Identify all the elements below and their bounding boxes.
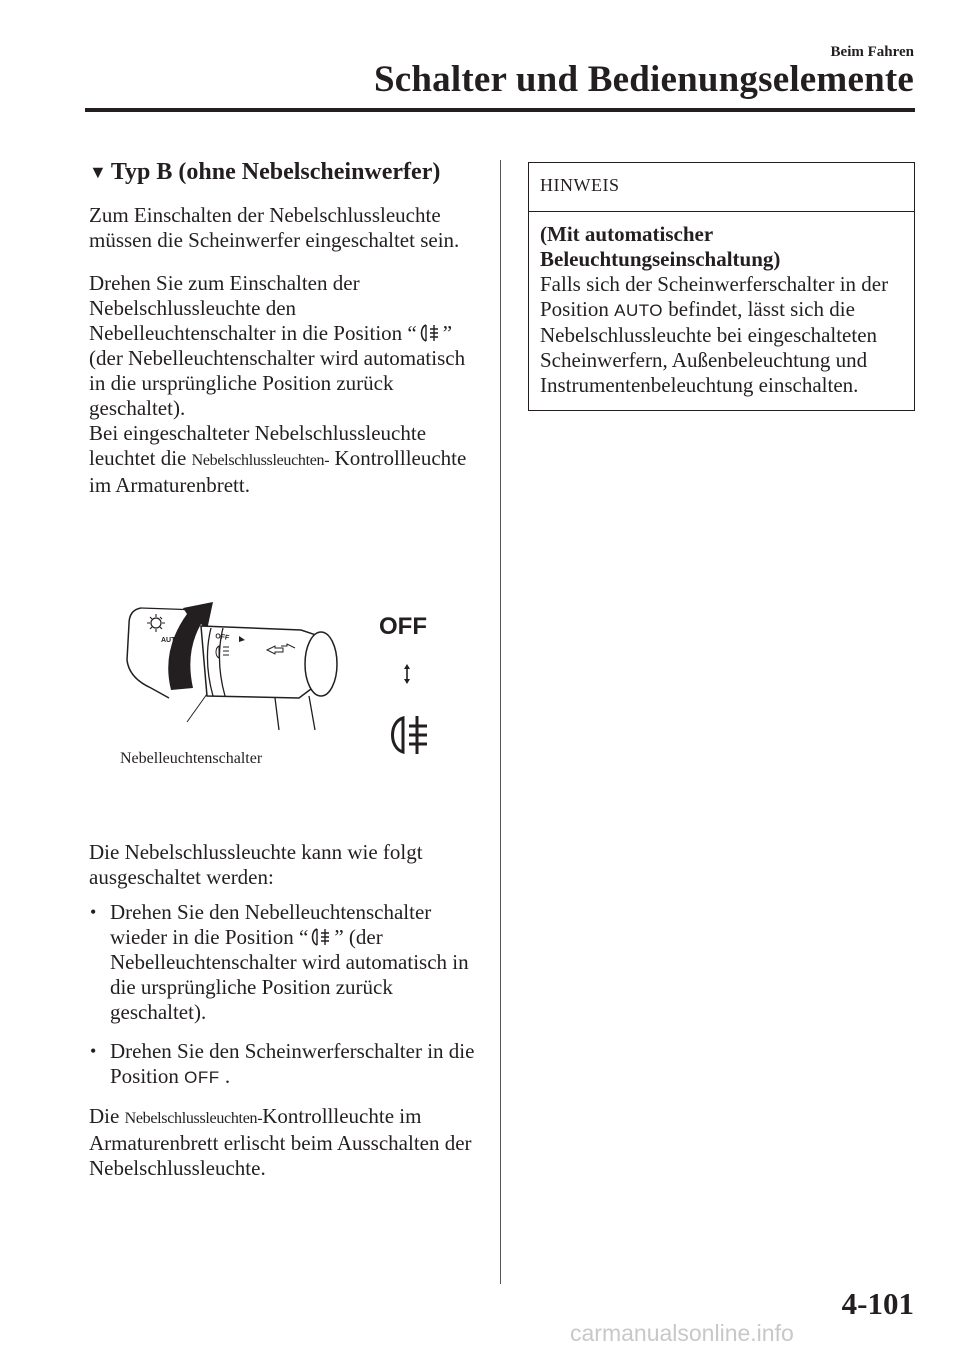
triangle-marker-icon: ▼ (89, 162, 107, 182)
section-heading-text: Typ B (ohne Nebelscheinwerfer) (110, 159, 441, 185)
paragraph-1: Zum Einschalten der Nebelschlussleuchte müssen die Scheinwerfer eingeschaltet sein. (89, 203, 460, 252)
list-item (89, 1039, 484, 1090)
outro-b: Kontrollleuchte im Armaturenbrett erlischt beim Ausschalten der Nebelschlussleuchte. (89, 1104, 472, 1180)
note-body (529, 212, 914, 410)
lever-off-label: OFF (214, 633, 230, 642)
note-text (540, 272, 903, 398)
note-text-b: befindet, lässt sich die Nebelschlussleuchte bei eingeschalteten Scheinwerfern, Außenbeleuchtung und Instrumentenbeleuchtung einschalten. (540, 297, 878, 397)
off-symbol: OFF (184, 1068, 220, 1087)
paragraph-2 (89, 271, 484, 421)
section-heading (89, 160, 484, 185)
note-condition: (Mit automatischer Beleuchtungseinschaltung) (540, 222, 781, 271)
note-text-a: Falls sich der Scheinwerferschalter in der Position (540, 272, 889, 321)
watermark: carmanualsonline.info (570, 1320, 794, 1346)
rear-fog-light-icon (417, 323, 443, 343)
bullet-1-a: Drehen Sie den Nebelleuchtenschalter wieder in die Position “ (110, 900, 432, 949)
left-column (89, 160, 484, 498)
note-heading: HINWEIS (529, 163, 914, 212)
header-section-label: Beim Fahren (830, 44, 914, 60)
figure-caption: Nebelleuchtenschalter (120, 750, 263, 767)
paragraph-2-b: ” (der Nebelleuchtenschalter wird automatisch in die ursprüngliche Position zurück geschaltet). (89, 321, 466, 420)
intro-paragraph: Die Nebelschlussleuchte kann wie folgt ausgeschaltet werden: (89, 840, 423, 889)
column-divider (500, 160, 501, 1284)
page-title: Schalter und Bedienungselemente (374, 59, 914, 100)
bullet-list (89, 900, 484, 1090)
paragraph-3-a: Bei eingeschalteter Nebelschlussleuchte leuchtet die (89, 421, 427, 470)
rear-fog-light-icon (308, 927, 334, 947)
outro-paragraph (89, 1104, 484, 1181)
paragraph-2-a: Drehen Sie zum Einschalten der Nebelschlussleuchte den Nebelleuchtenschalter in die Position (89, 271, 403, 345)
list-item (89, 900, 484, 1025)
note-box (528, 162, 915, 411)
off-symbol-label: OFF (379, 613, 427, 640)
left-column-2 (89, 840, 484, 1181)
bullet-2-b: . (224, 1064, 231, 1088)
page-number: 4-101 (841, 1286, 914, 1321)
outro-a: Die (89, 1104, 120, 1128)
bullet-2-a: Drehen Sie den Scheinwerferschalter in die Position (110, 1039, 475, 1088)
quote-open: “ (407, 321, 417, 345)
lever-auto-label: AUTO (161, 637, 181, 644)
indicator-name: Nebelschlussleuchten- (191, 452, 330, 469)
header-rule (85, 108, 915, 112)
bullet-1-b: ” (der Nebelleuchtenschalter wird automatisch in die ursprüngliche Position zurück geschaltet). (110, 925, 469, 1024)
indicator-name: Nebelschlussleuchten- (124, 1110, 263, 1127)
paragraph-3-b: Kontrollleuchte im Armaturenbrett. (89, 446, 467, 497)
auto-symbol: AUTO (614, 301, 664, 320)
paragraph-3 (89, 421, 484, 498)
